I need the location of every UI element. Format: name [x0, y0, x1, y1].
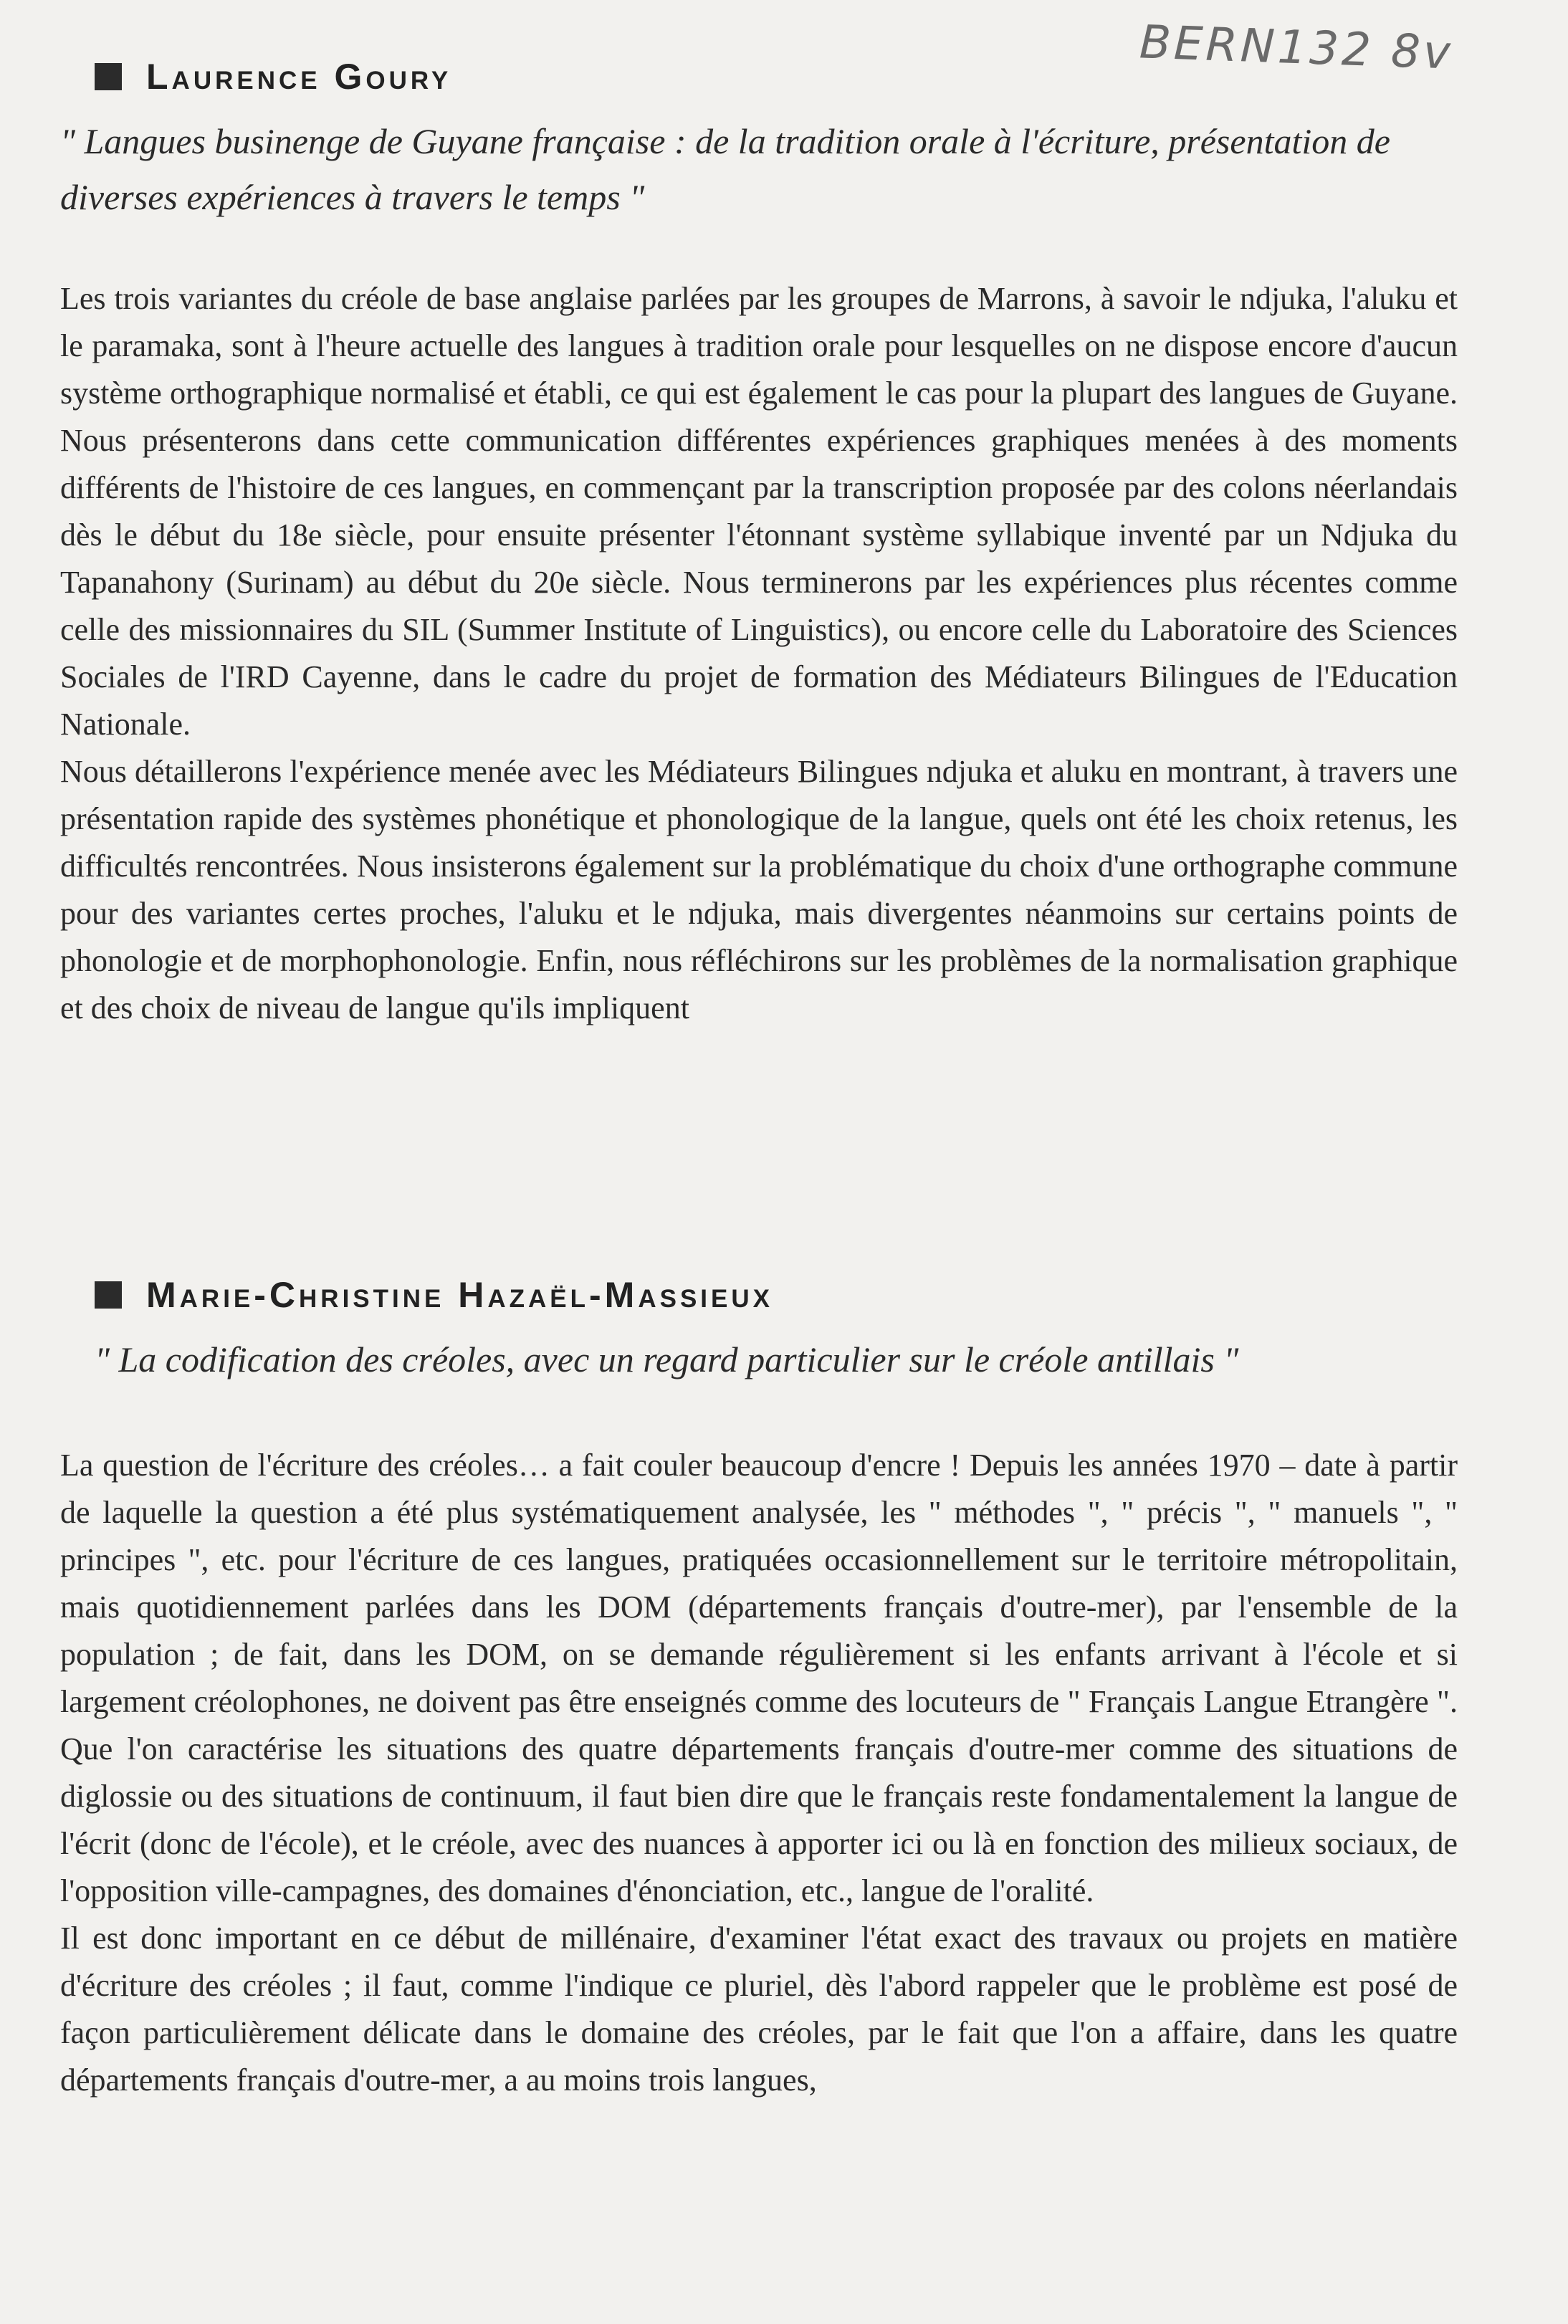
talk-title: " La codification des créoles, avec un regard particulier sur le créole antillais ": [95, 1339, 1239, 1379]
abstract-paragraph: Les trois variantes du créole de base anglaise parlées par les groupes de Marrons, à savoir le ndjuka, l'aluku et le paramaka, sont à l'heure actuelle des langues à tradition orale pour lesquelles on ne dispose encore d'aucun système orthographique normalisé et établi, ce qui est également le cas pour la plupart des langues de Guyane. Nous présenterons dans cette communication différentes expériences graphiques menées à des moments différents de l'histoire de ces langues, en commençant par la transcription proposée par des colons néerlandais dès le début du 18e siècle, pour ensuite présenter l'étonnant système syllabique inventé par un Ndjuka du Tapanahony (Surinam) au début du 20e siècle. Nous terminerons par les expériences plus récentes comme celle des missionnaires du SIL (Summer Institute of Linguistics), ou encore celle du Laboratoire des Sciences Sociales de l'IRD Cayenne, dans le cadre du projet de formation des Médiateurs Bilingues de l'Education Nationale.: [60, 281, 1458, 742]
author-heading: [95, 1274, 1458, 1316]
author-name: Marie-Christine Hazaël-Massieux: [146, 1275, 773, 1315]
abstract-paragraph: Il est donc important en ce début de millénaire, d'examiner l'état exact des travaux ou projets en matière d'écriture des créoles ; il faut, comme l'indique ce pluriel, dès l'abord rappeler que le problème est posé de façon particulièrement délicate dans le domaine des créoles, par le fait que l'on a affaire, dans les quatre départements français d'outre-mer, a au moins trois langues,: [60, 1921, 1458, 2098]
handwritten-annotation: BERN132 8v: [1138, 16, 1454, 80]
author-heading: [95, 56, 1458, 97]
abstract-goury: [60, 56, 1458, 1032]
bullet-square-icon: [95, 63, 122, 90]
bullet-square-icon: [95, 1281, 122, 1309]
author-name: Laurence Goury: [146, 57, 452, 97]
abstract-paragraph: Nous détaillerons l'expérience menée avec les Médiateurs Bilingues ndjuka et aluku en montrant, à travers une présentation rapide des systèmes phonétique et phonologique de la langue, quels ont été les choix retenus, les difficultés rencontrées. Nous insisterons également sur la problématique du choix d'une orthographe commune pour des variantes certes proches, l'aluku et le ndjuka, mais divergentes néanmoins sur certains points de phonologie et de morphophonologie. Enfin, nous réfléchirons sur les problèmes de la normalisation graphique et des choix de niveau de langue qu'ils impliquent: [60, 754, 1458, 1025]
abstract-paragraph: La question de l'écriture des créoles… a fait couler beaucoup d'encre ! Depuis les années 1970 – date à partir de laquelle la question a été plus systématiquement analysée, les " méthodes ", " précis ", " manuels ", " principes ", etc. pour l'écriture de ces langues, pratiquées occasionnellement sur le territoire métropolitain, mais quotidiennement parlées dans les DOM (départements français d'outre-mer), par l'ensemble de la population ; de fait, dans les DOM, on se demande régulièrement si les enfants arrivant à l'école et si largement créolophones, ne doivent pas être enseignés comme des locuteurs de " Français Langue Etrangère ". Que l'on caractérise les situations des quatre départements français d'outre-mer comme des situations de diglossie ou des situations de continuum, il faut bien dire que le français reste fondamentalement la langue de l'écrit (donc de l'école), et le créole, avec des nuances à apporter ici ou là en fonction des milieux sociaux, de l'opposition ville-campagnes, des domaines d'énonciation, etc., langue de l'oralité.: [60, 1448, 1458, 1908]
abstract-hazael-massieux: [60, 1274, 1458, 2104]
talk-title: " Langues businenge de Guyane française : de la tradition orale à l'écriture, présentation de diverses expériences à travers le temps ": [60, 121, 1390, 217]
